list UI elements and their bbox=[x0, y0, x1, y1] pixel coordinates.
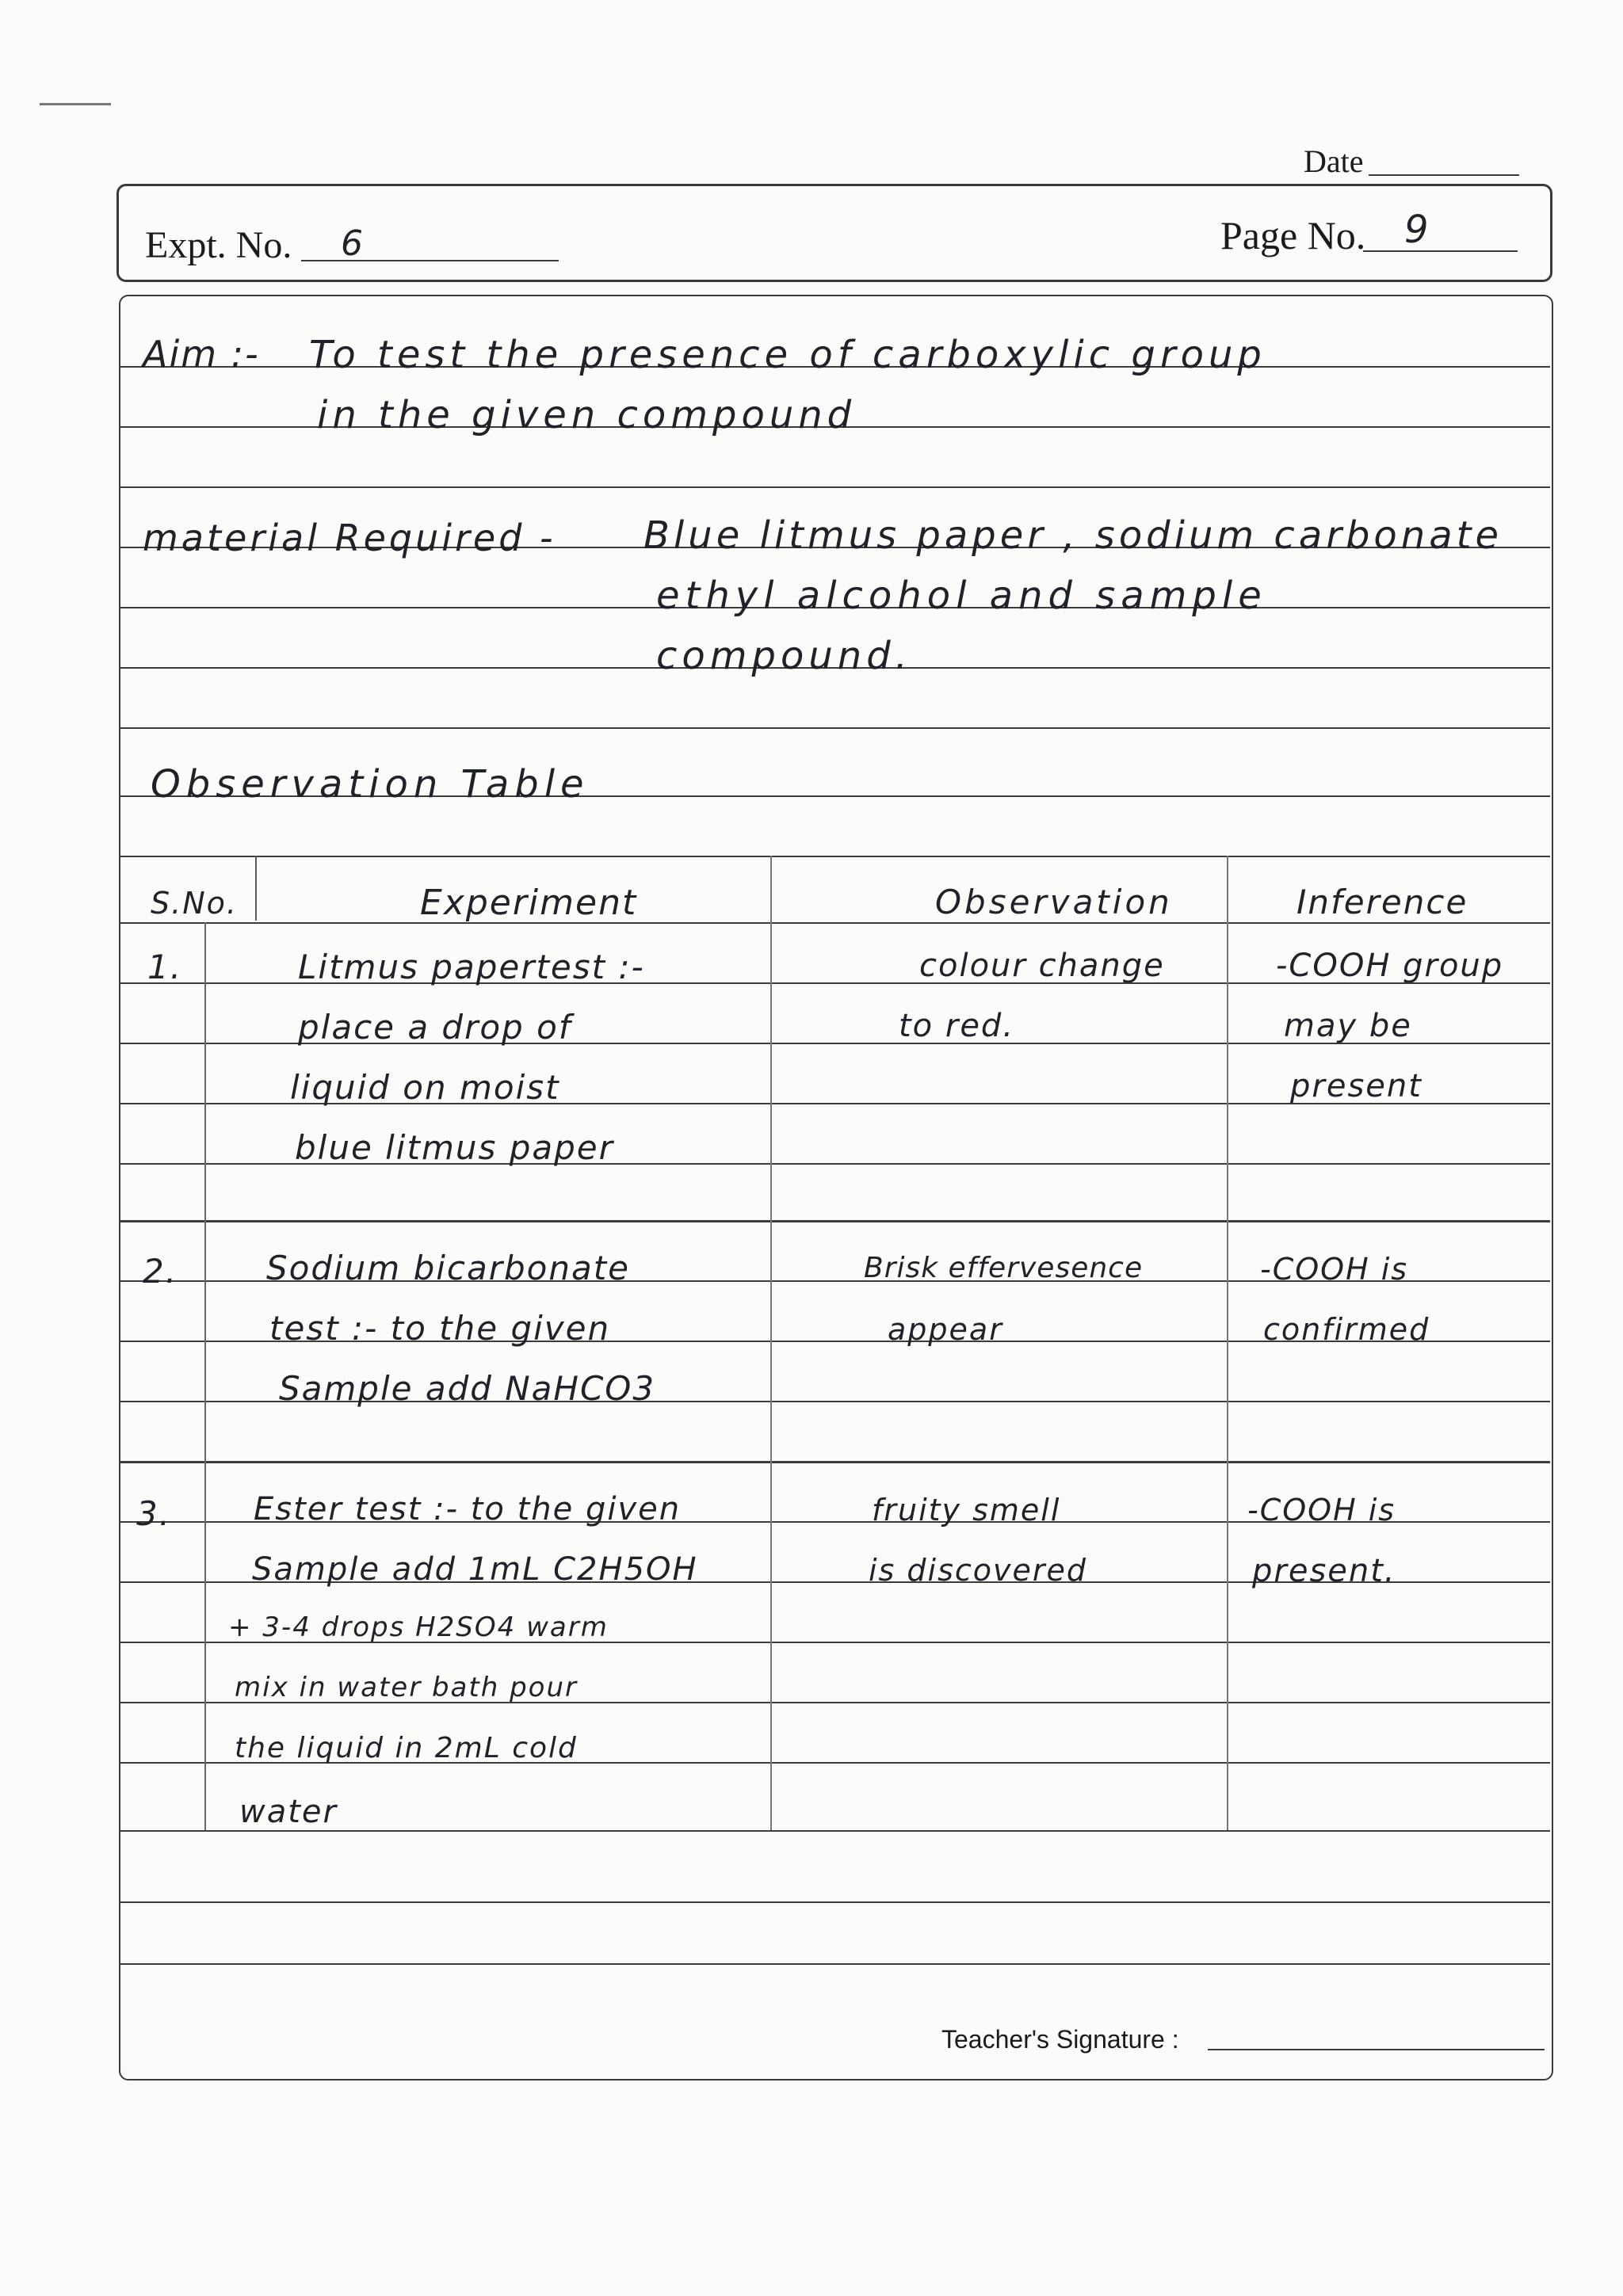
header-observation: Observation bbox=[935, 883, 1173, 921]
row1-inference-line: -COOH group bbox=[1276, 948, 1504, 984]
row1-experiment-line: blue litmus paper bbox=[295, 1128, 614, 1167]
observation-table-title: Observation Table bbox=[151, 762, 590, 807]
row3-experiment-line: water bbox=[239, 1794, 338, 1830]
page-no-value: 9 bbox=[1404, 208, 1430, 252]
row2-experiment-line: Sample add NaHCO3 bbox=[279, 1369, 656, 1408]
rule-line bbox=[120, 1901, 1550, 1903]
row2-experiment-line: Sodium bicarbonate bbox=[266, 1249, 631, 1287]
column-rule bbox=[770, 856, 772, 1830]
aim-label: Aim :- bbox=[143, 333, 260, 376]
aim-text-line2: in the given compound bbox=[317, 393, 857, 437]
column-rule bbox=[1227, 856, 1228, 1830]
scan-artifact-line bbox=[40, 103, 111, 105]
row1-experiment-line: place a drop of bbox=[298, 1008, 572, 1047]
row1-experiment-line: Litmus papertest :- bbox=[298, 948, 645, 986]
material-line2: ethyl alcohol and sample bbox=[656, 574, 1267, 618]
rule-line bbox=[120, 1963, 1550, 1965]
header-sno: S.No. bbox=[151, 886, 238, 921]
rule-line bbox=[120, 727, 1550, 729]
row3-experiment-line: the liquid in 2mL cold bbox=[235, 1732, 578, 1764]
rule-line bbox=[120, 856, 1550, 857]
row-divider bbox=[119, 1220, 1550, 1222]
expt-no-line bbox=[301, 260, 559, 261]
row1-observation-line: colour change bbox=[919, 948, 1165, 984]
row3-observation-line: is discovered bbox=[869, 1553, 1088, 1588]
rule-line bbox=[120, 922, 1550, 924]
page-no-line bbox=[1363, 250, 1518, 252]
rule-line bbox=[120, 486, 1550, 488]
row3-inference-line: -COOH is bbox=[1247, 1493, 1396, 1527]
column-rule bbox=[204, 922, 206, 1830]
row3-observation-line: fruity smell bbox=[872, 1493, 1061, 1527]
row3-experiment-line: + 3-4 drops H2SO4 warm bbox=[228, 1611, 609, 1643]
row2-observation-line: Brisk effervesence bbox=[864, 1252, 1144, 1284]
signature-line bbox=[1208, 2049, 1545, 2050]
material-line1: Blue litmus paper , sodium carbonate bbox=[643, 513, 1503, 558]
material-required-label: material Required - bbox=[143, 517, 556, 559]
page-no-label: Page No. bbox=[1220, 213, 1366, 257]
row3-experiment-line: mix in water bath pour bbox=[235, 1672, 578, 1703]
row3-experiment-line: Sample add 1mL C2H5OH bbox=[252, 1551, 698, 1588]
teachers-signature-label: Teacher's Signature : bbox=[941, 2025, 1179, 2054]
row-divider bbox=[119, 1461, 1550, 1463]
row3-sno: 3. bbox=[136, 1494, 172, 1533]
row1-experiment-line: liquid on moist bbox=[290, 1068, 560, 1107]
material-line3: compound. bbox=[656, 634, 912, 678]
row1-sno: 1. bbox=[147, 948, 183, 986]
row1-inference-line: present bbox=[1290, 1068, 1423, 1104]
expt-no-value: 6 bbox=[341, 223, 365, 264]
row2-inference-line: confirmed bbox=[1263, 1312, 1430, 1347]
expt-no-label: Expt. No. bbox=[145, 224, 292, 266]
header-inference: Inference bbox=[1296, 883, 1468, 921]
rule-line bbox=[120, 1830, 1550, 1832]
row2-observation-line: appear bbox=[888, 1312, 1003, 1347]
date-blank-line bbox=[1369, 174, 1519, 176]
row3-experiment-line: Ester test :- to the given bbox=[254, 1491, 682, 1527]
aim-text-line1: To test the presence of carboxylic group bbox=[309, 333, 1266, 377]
row1-inference-line: may be bbox=[1284, 1008, 1412, 1044]
column-rule bbox=[255, 856, 257, 921]
row2-inference-line: -COOH is bbox=[1260, 1252, 1409, 1287]
row3-inference-line: present. bbox=[1252, 1553, 1396, 1589]
row2-sno: 2. bbox=[143, 1252, 178, 1291]
row2-experiment-line: test :- to the given bbox=[269, 1309, 611, 1348]
header-experiment: Experiment bbox=[420, 883, 638, 923]
date-label: Date bbox=[1304, 143, 1364, 179]
row1-observation-line: to red. bbox=[899, 1008, 1015, 1044]
